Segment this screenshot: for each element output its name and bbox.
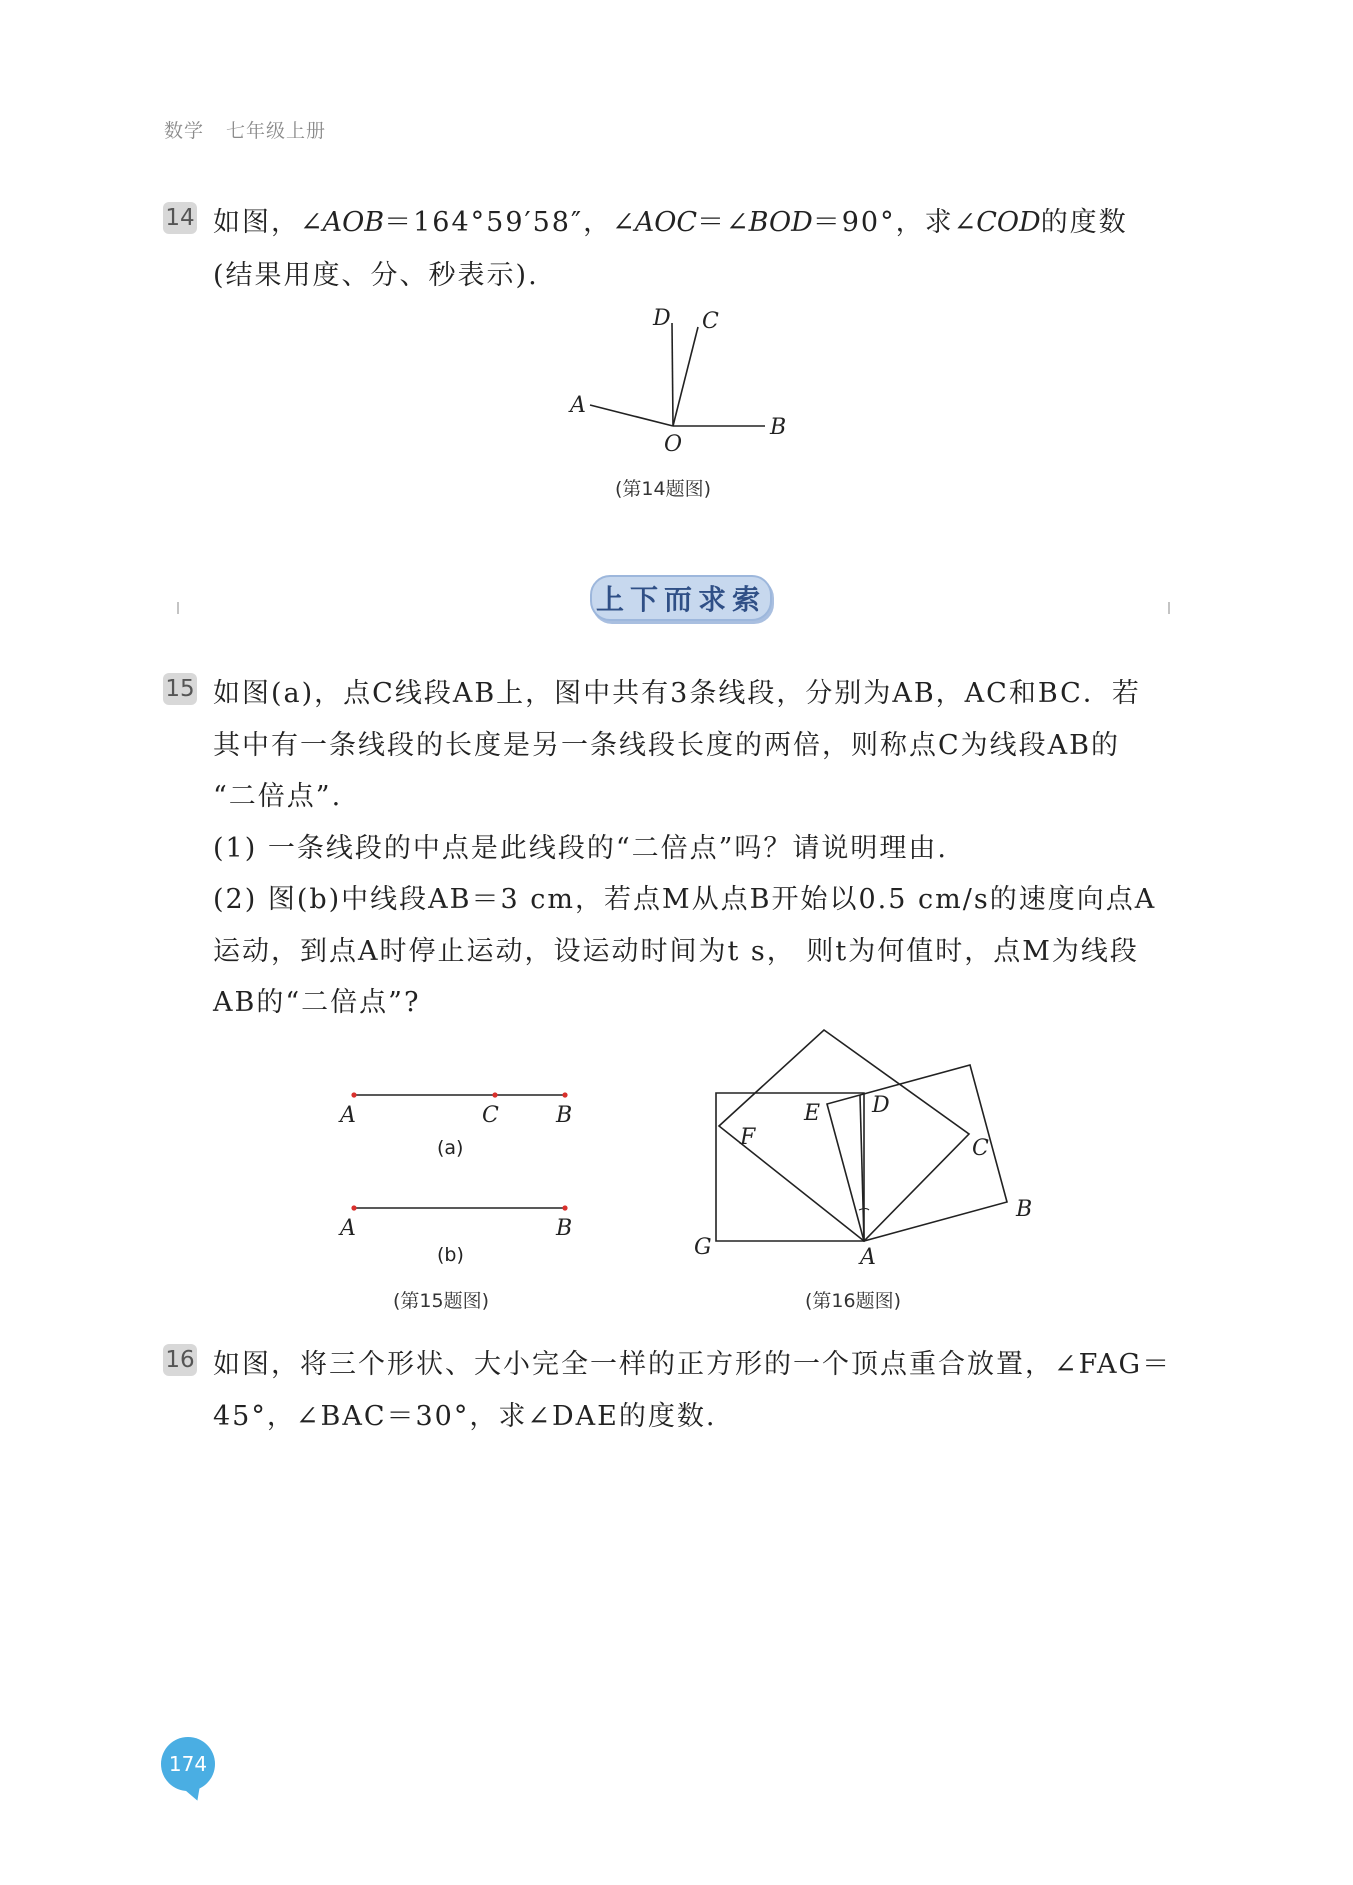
- q14-caption: (第14题图): [615, 478, 712, 500]
- corner-mark-right: [1167, 600, 1185, 614]
- q16-line2: 45°，∠BAC＝30°，求∠DAE的度数.: [213, 1401, 717, 1432]
- label-g: G: [694, 1235, 712, 1260]
- label-c: C: [972, 1136, 989, 1161]
- fig-b-label-b: B: [556, 1216, 573, 1241]
- q14-line1: 如图，∠AOB＝164°59′58″，∠AOC＝∠BOD＝90°，求∠COD的度数: [213, 207, 1128, 238]
- ray-od: [672, 323, 673, 426]
- fig-a-caption: (a): [437, 1137, 464, 1159]
- fig-b-caption: (b): [437, 1244, 464, 1266]
- question-number-15: 15: [163, 673, 197, 705]
- point-b-a: [562, 1092, 567, 1097]
- q15-part2-line1: (2) 图(b)中线段AB＝3 cm，若点M从点B开始以0.5 cm/s的速度向点A: [213, 884, 1157, 915]
- q15-line1: 如图(a)，点C线段AB上，图中共有3条线段，分别为AB，AC和BC．若: [213, 678, 1141, 709]
- label-o: O: [664, 432, 683, 457]
- q15-part2-line3: AB的“二倍点”?: [213, 987, 421, 1018]
- point-a-b: [351, 1205, 356, 1210]
- q15-line3: “二倍点”.: [213, 781, 343, 812]
- point-b-b: [562, 1205, 567, 1210]
- point-c-a: [492, 1092, 497, 1097]
- label-d: D: [872, 1093, 890, 1118]
- corner-mark-left: [164, 600, 182, 614]
- label-f: F: [740, 1125, 756, 1150]
- q15-part2-line2: 运动，到点A时停止运动，设运动时间为t s， 则t为何值时，点M为线段: [213, 936, 1139, 967]
- fig-a-label-c: C: [482, 1103, 499, 1128]
- label-b: B: [1016, 1197, 1033, 1222]
- fig-a-label-b: B: [556, 1103, 573, 1128]
- q15-caption: (第15题图): [393, 1290, 490, 1312]
- square-f: [719, 1030, 969, 1241]
- fig-b-label-a: A: [340, 1216, 356, 1241]
- figure-15: [330, 1080, 590, 1280]
- question-number-16: 16: [163, 1344, 197, 1376]
- label-a: A: [860, 1245, 876, 1270]
- label-c: C: [702, 309, 719, 334]
- fig-a-label-a: A: [340, 1103, 356, 1128]
- q16-line1: 如图，将三个形状、大小完全一样的正方形的一个顶点重合放置，∠FAG＝: [213, 1349, 1172, 1380]
- label-b: B: [770, 415, 787, 440]
- q16-caption: (第16题图): [805, 1290, 902, 1312]
- ray-oc: [673, 327, 698, 426]
- square-g: [716, 1093, 864, 1241]
- ray-oa: [590, 405, 673, 426]
- label-a: A: [570, 393, 586, 418]
- q15-part1: (1) 一条线段的中点是此线段的“二倍点”吗？请说明理由.: [213, 833, 949, 864]
- figure-16: [680, 1020, 1060, 1290]
- label-e: E: [804, 1101, 821, 1126]
- header-grade: 七年级上册: [226, 120, 327, 142]
- header-subject: 数学: [164, 120, 205, 142]
- figure-14: [560, 295, 820, 465]
- q14-line2: (结果用度、分、秒表示).: [213, 260, 539, 291]
- section-title: 上下而求索: [590, 575, 772, 621]
- point-a-a: [351, 1092, 356, 1097]
- page-number: 174: [161, 1737, 215, 1791]
- label-d: D: [653, 306, 671, 331]
- q15-line2: 其中有一条线段的长度是另一条线段长度的两倍，则称点C为线段AB的: [213, 730, 1120, 761]
- question-number-14: 14: [163, 202, 197, 234]
- running-header: [164, 116, 326, 143]
